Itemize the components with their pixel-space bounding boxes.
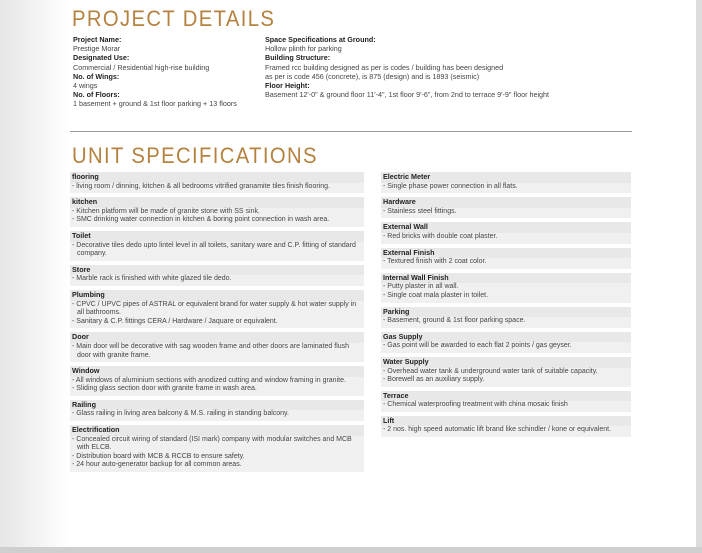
spec-parking: [381, 307, 631, 328]
spec-line: - SMC drinking water connection in kitchen & boring point connection in wash area.: [72, 216, 330, 224]
spec-water-supply: [381, 357, 631, 387]
project-details-left-column: [73, 35, 258, 109]
spec-hardware: [381, 197, 631, 218]
spec-railing: [70, 400, 364, 421]
spec-title: Store: [70, 265, 364, 276]
spec-line: - 2 nos. high speed automatic lift brand like schindler / kone or equivalent.: [383, 426, 612, 434]
spec-title: kitchen: [70, 197, 364, 208]
spec-external-wall: [381, 222, 631, 243]
floors-value: 1 basement + ground & 1st floor parking + 13 floors: [73, 99, 237, 109]
building-structure-label: Building Structure:: [265, 53, 331, 63]
spec-body: [70, 183, 364, 194]
spec-title: Gas Supply: [381, 332, 631, 343]
spec-line: - Stainless steel fittings.: [383, 207, 457, 215]
spec-terrace: [381, 391, 631, 412]
floor-height-label: Floor Height:: [265, 81, 310, 91]
spec-door: [70, 332, 364, 362]
spec-title: Toilet: [70, 231, 364, 242]
spec-body: [381, 258, 631, 269]
spec-body: [70, 275, 364, 286]
spec-title: External Finish: [381, 248, 631, 259]
wings-label: No. of Wings:: [73, 71, 120, 81]
spec-line: - Chemical waterproofing treatment with china mosaic finish: [383, 401, 568, 409]
project-name-label: Project Name:: [73, 35, 122, 44]
spec-line: - Textured finish with 2 coat color.: [383, 258, 487, 266]
right-page-edge: [696, 0, 702, 553]
spec-body: [70, 301, 364, 329]
spec-external-finish: [381, 248, 631, 269]
spec-title: Internal Wall Finish: [381, 273, 631, 284]
spec-title: Terrace: [381, 391, 631, 402]
spec-body: [70, 242, 364, 261]
spec-body: [381, 233, 631, 244]
building-structure-value: Framed rcc building designed as per is codes / building has been designed: [265, 62, 504, 72]
spec-body: [381, 317, 631, 328]
spec-toilet: [70, 231, 364, 261]
section-divider: [70, 131, 632, 132]
spec-body: [70, 436, 364, 472]
spec-title: External Wall: [381, 222, 631, 233]
designated-use-label: Designated Use:: [73, 53, 130, 63]
spec-line: - All windows of aluminium sections with anodized cutting and window framing in granite.: [72, 376, 346, 384]
designated-use-value: Commercial / Residential high-rise building: [73, 62, 210, 72]
spec-title: Electric Meter: [381, 172, 631, 183]
spec-title: Door: [70, 332, 364, 343]
spec-line: - Borewell as an auxiliary supply.: [383, 376, 485, 384]
spec-line: - Basement, ground & 1st floor parking space.: [383, 317, 526, 325]
spec-line: - Single phase power connection in all flats.: [383, 182, 518, 190]
space-spec-value: Hollow plinth for parking: [265, 44, 342, 54]
spec-line: - Glass railing in living area balcony & M.S. railing in standing balcony.: [72, 410, 289, 418]
spec-title: Electrification: [70, 425, 364, 436]
spec-body: [70, 410, 364, 421]
spec-body: [381, 342, 631, 353]
spec-kitchen: [70, 197, 364, 227]
spec-body: [70, 377, 364, 396]
spec-line: - Main door will be decorative with sag wooden frame and other doors are laminated flush door with granite frame.: [72, 342, 350, 359]
spec-body: [381, 368, 631, 387]
spec-line: - Kitchen platform will be made of granite stone with SS sink.: [72, 207, 260, 215]
spec-line: - Single coat mala plaster in toilet.: [383, 291, 489, 299]
spec-body: [70, 208, 364, 227]
spec-line: - Putty plaster in all wall.: [383, 283, 459, 291]
spec-body: [381, 208, 631, 219]
spec-line: - 24 hour auto-generator backup for all common areas.: [72, 461, 242, 469]
unit-specs-right-column: [381, 172, 631, 441]
spec-flooring: [70, 172, 364, 193]
floor-height-value: Basement 12'-0" & ground floor 11'-4", 1st floor 9'-6", from 2nd to terrace 9'-9" floor height: [265, 90, 550, 100]
spec-body: [381, 401, 631, 412]
spec-gas-supply: [381, 332, 631, 353]
spec-line: - Decorative tiles dedo upto lintel level in all toilets, sanitary ware and C.P. fitting of standard company.: [72, 241, 356, 258]
spec-line: - CPVC / UPVC pipes of ASTRAL or equivalent brand for water supply & hot water supply in all bathrooms.: [72, 300, 357, 317]
left-page-shade: [0, 0, 70, 553]
unit-specs-left-column: [70, 172, 364, 476]
spec-title: Hardware: [381, 197, 631, 208]
spec-title: Water Supply: [381, 357, 631, 368]
spec-line: - Sanitary & C.P. fittings CERA / Hardware / Jaquare or equivalent.: [72, 317, 278, 325]
spec-line: - Marble rack is finished with white glazed tile dedo.: [72, 275, 232, 283]
project-details-heading: PROJECT DETAILS: [72, 6, 276, 31]
spec-title: Window: [70, 366, 364, 377]
space-spec-label: Space Specifications at Ground:: [265, 35, 376, 44]
spec-plumbing: [70, 290, 364, 328]
spec-line: - Gas point will be awarded to each flat 2 points / gas geyser.: [383, 342, 572, 350]
building-structure-value-line2: as per is code 456 (concrete), is 875 (design) and is 1893 (seismic): [265, 71, 480, 81]
spec-window: [70, 366, 364, 396]
spec-title: flooring: [70, 172, 364, 183]
spec-title: Railing: [70, 400, 364, 411]
spec-body: [381, 183, 631, 194]
spec-line: - Distribution board with MCB & RCCB to ensure safety.: [72, 452, 245, 460]
spec-lift: [381, 416, 631, 437]
unit-specifications-heading: UNIT SPECIFICATIONS: [72, 143, 318, 168]
bottom-page-bar: [0, 547, 702, 553]
wings-value: 4 wings: [73, 81, 98, 91]
spec-line: - Overhead water tank & underground water tank of suitable capacity.: [383, 367, 598, 375]
spec-line: - Sliding glass section door with granite frame in wash area.: [72, 385, 257, 393]
project-name-value: Prestige Morar: [73, 44, 121, 54]
project-details-right-column: [265, 35, 605, 99]
spec-line: - Concealed circuit wiring of standard (ISI mark) company with modular switches and MCB with ELCB.: [72, 435, 352, 452]
spec-title: Lift: [381, 416, 631, 427]
floors-label: No. of Floors:: [73, 90, 120, 100]
spec-electric-meter: [381, 172, 631, 193]
spec-line: - Red bricks with double coat plaster.: [383, 232, 498, 240]
spec-electrification: [70, 425, 364, 472]
spec-body: [381, 283, 631, 302]
spec-body: [381, 426, 631, 437]
spec-internal-wall-finish: [381, 273, 631, 303]
spec-body: [70, 343, 364, 362]
spec-store: [70, 265, 364, 286]
spec-line: - living room / dinning, kitchen & all bedrooms vitrified granamite tiles finish flooring.: [72, 182, 330, 190]
spec-title: Plumbing: [70, 290, 364, 301]
spec-title: Parking: [381, 307, 631, 318]
